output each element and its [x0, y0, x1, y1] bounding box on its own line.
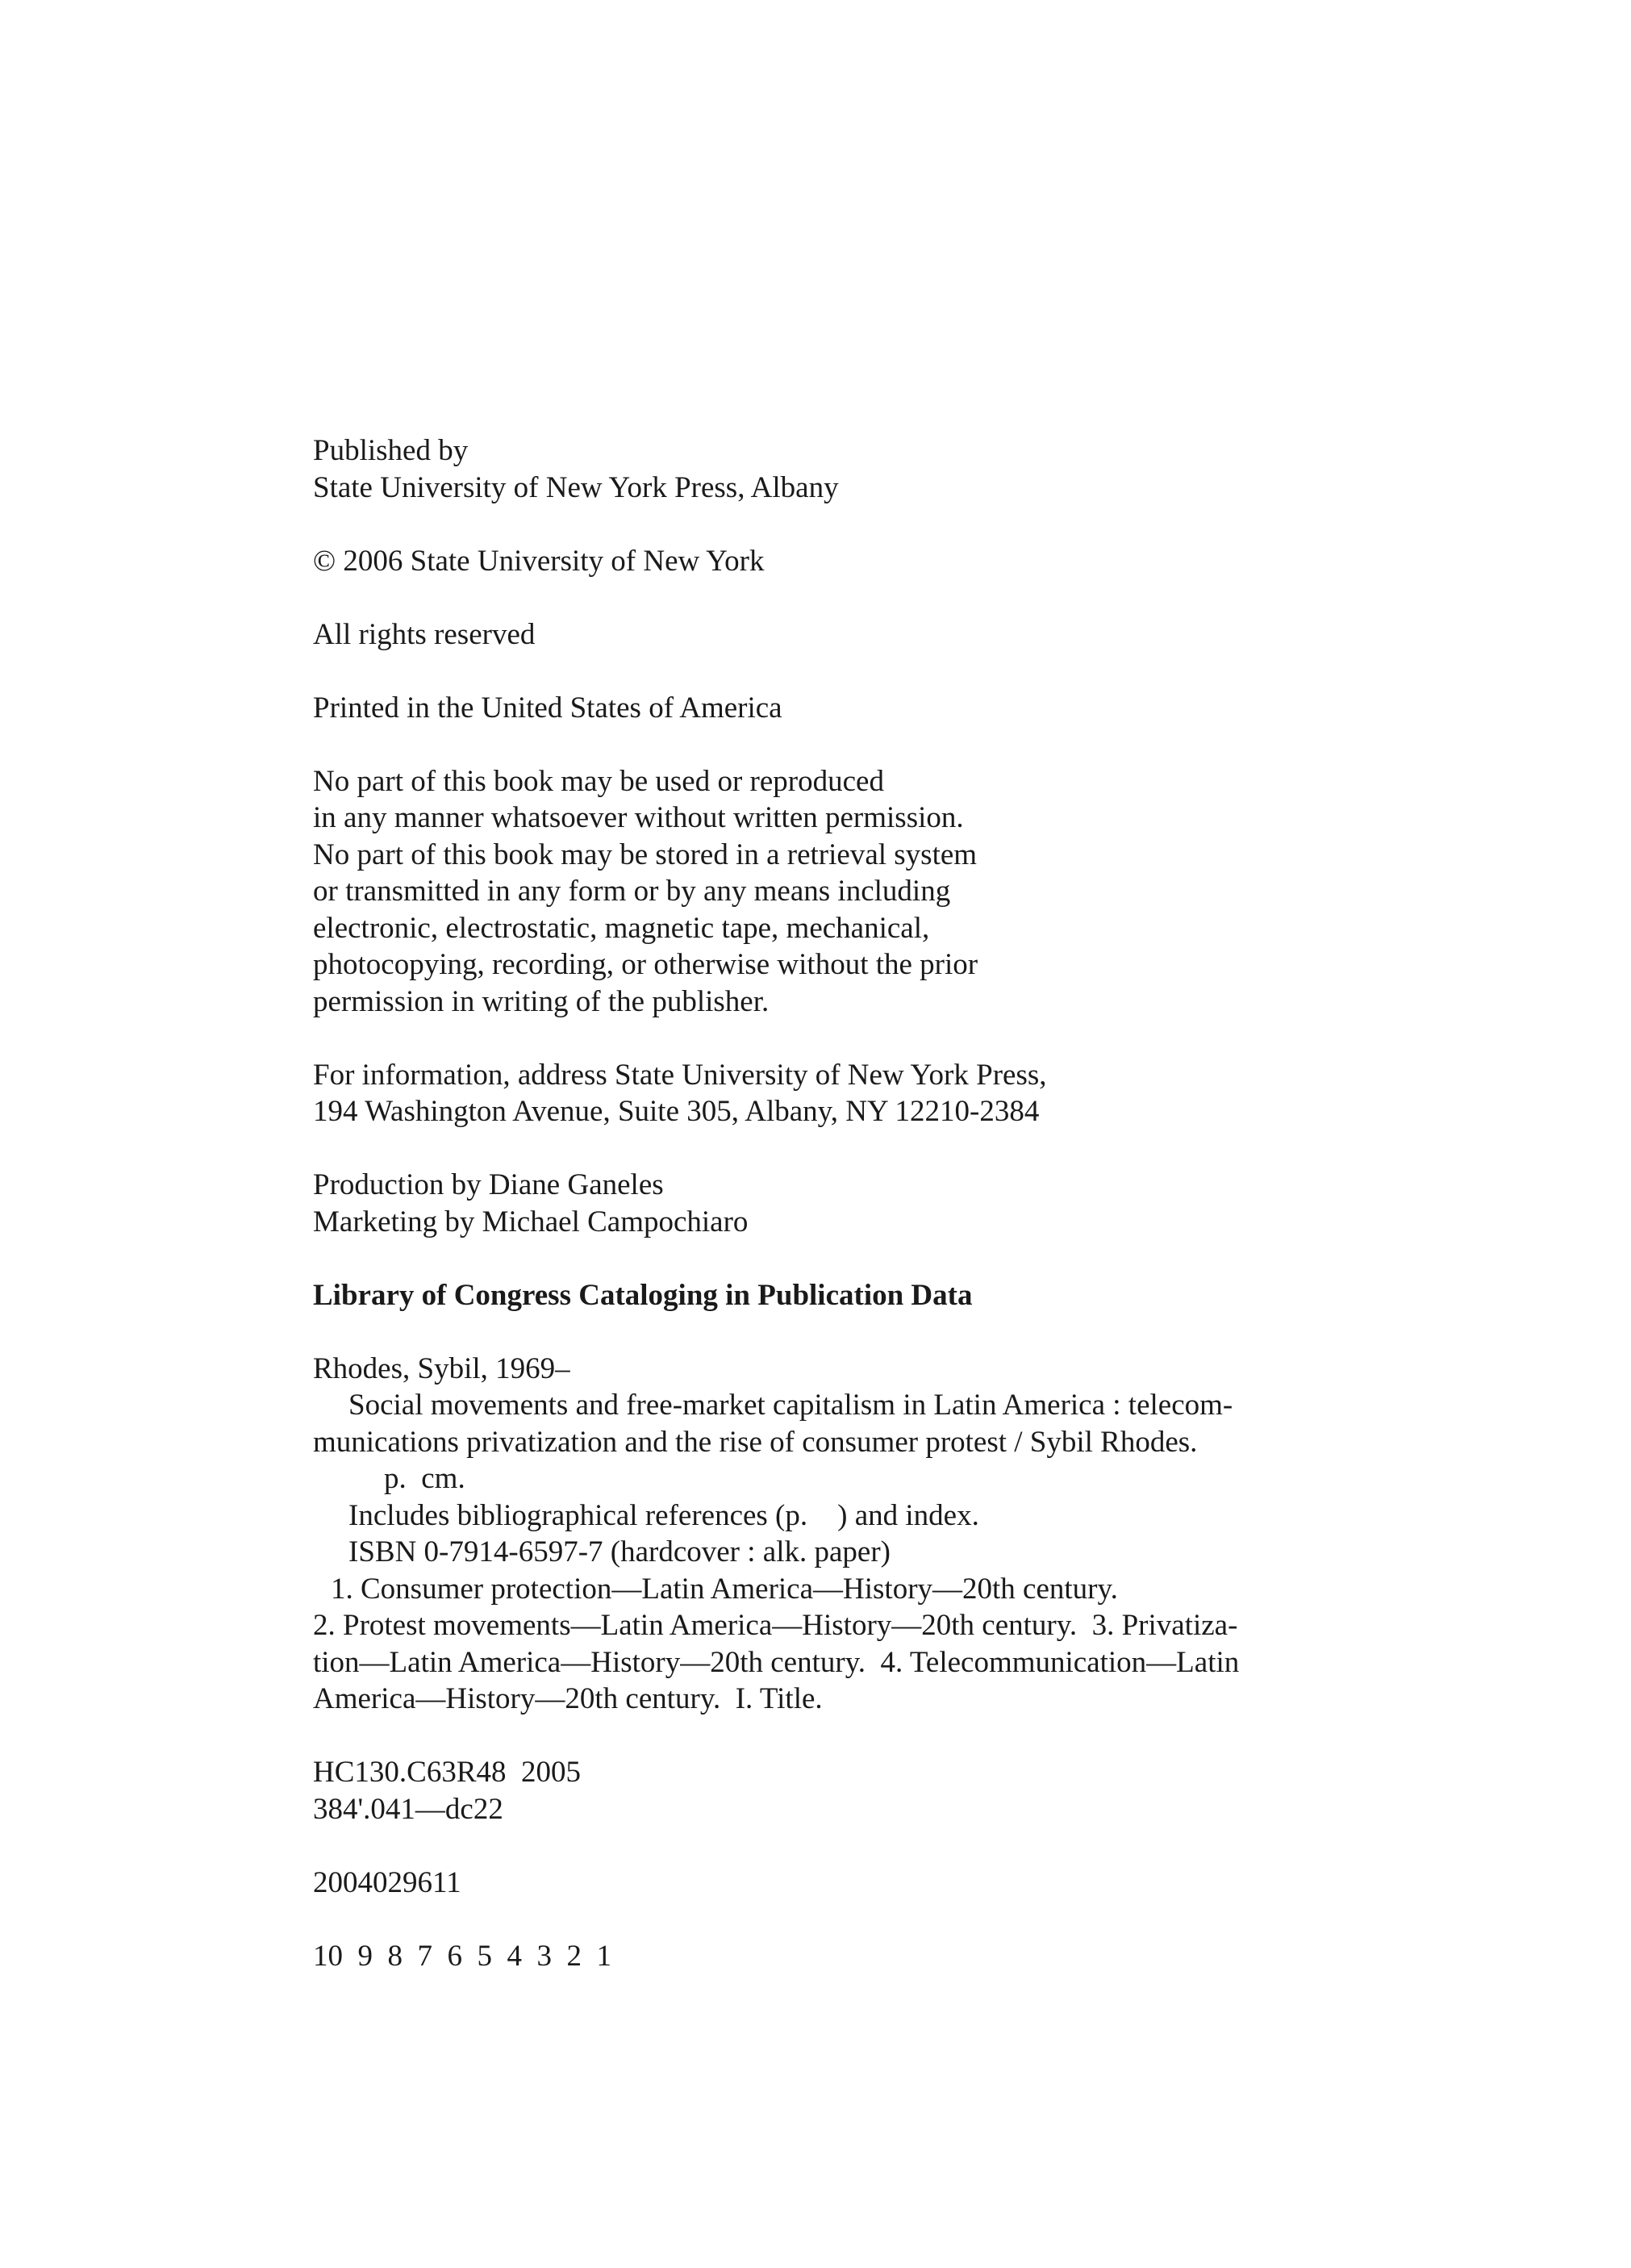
spacer — [313, 726, 1362, 763]
permission-line: in any manner whatsoever without written permission. — [313, 801, 964, 834]
cip-subjects-line: 1. Consumer protection—Latin America—History—20th century. — [331, 1572, 1118, 1606]
production-credit: Production by Diane Ganeles — [313, 1168, 664, 1201]
permission-line: No part of this book may be used or reproduced — [313, 764, 884, 798]
permission-line: electronic, electrostatic, magnetic tape, mechanical, — [313, 911, 930, 945]
printed-in: Printed in the United States of America — [313, 691, 782, 725]
copyright-notice: © 2006 State University of New York — [313, 544, 765, 578]
cip-isbn: ISBN 0-7914-6597-7 (hardcover : alk. paper) — [348, 1535, 891, 1568]
printing-line: 10 9 8 7 6 5 4 3 2 1 — [313, 1939, 611, 1973]
spacer — [313, 1130, 1362, 1167]
permission-line: No part of this book may be stored in a retrieval system — [313, 837, 978, 871]
spacer — [313, 1827, 1362, 1865]
spacer — [313, 506, 1362, 543]
spacer — [313, 579, 1362, 616]
lc-call-number: HC130.C63R48 2005 — [313, 1756, 582, 1789]
cip-title-line: munications privatization and the rise of consumer protest / Sybil Rhodes. — [313, 1425, 1198, 1459]
published-by-label: Published by — [313, 434, 469, 467]
cip-subjects-line: America—History—20th century. I. Title. — [313, 1682, 823, 1715]
cip-pages: p. cm. — [384, 1462, 465, 1495]
cip-author: Rhodes, Sybil, 1969– — [313, 1351, 570, 1385]
cip-subjects-line: tion—Latin America—History—20th century. 4. Telecommunication—Latin — [313, 1645, 1240, 1679]
rights-statement: All rights reserved — [313, 617, 536, 651]
spacer — [313, 1020, 1362, 1057]
spacer — [313, 653, 1362, 690]
marketing-credit: Marketing by Michael Campochiaro — [313, 1205, 749, 1238]
copyright-text-block — [313, 432, 1362, 1974]
cip-subjects-line: 2. Protest movements—Latin America—History—20th century. 3. Privatiza- — [313, 1609, 1238, 1642]
cip-bibliography: Includes bibliographical references (p. ) and index. — [348, 1498, 979, 1532]
lccn-number: 2004029611 — [313, 1865, 461, 1899]
spacer — [313, 1718, 1362, 1755]
information-line: 194 Washington Avenue, Suite 305, Albany, NY 12210-2384 — [313, 1095, 1040, 1128]
cip-heading: Library of Congress Cataloging in Publication Data — [313, 1278, 973, 1312]
press-name: State University of New York Press, Albany — [313, 470, 839, 504]
permission-line: photocopying, recording, or otherwise without the prior — [313, 948, 978, 981]
permission-line: or transmitted in any form or by any means including — [313, 875, 951, 908]
information-line: For information, address State University of New York Press, — [313, 1058, 1047, 1092]
spacer — [313, 1240, 1362, 1277]
permission-line: permission in writing of the publisher. — [313, 984, 770, 1018]
cip-title-line: Social movements and free-market capitalism in Latin America : telecom- — [348, 1389, 1233, 1422]
spacer — [313, 1901, 1362, 1938]
spacer — [313, 1314, 1362, 1351]
dewey-number: 384'.041—dc22 — [313, 1792, 503, 1826]
